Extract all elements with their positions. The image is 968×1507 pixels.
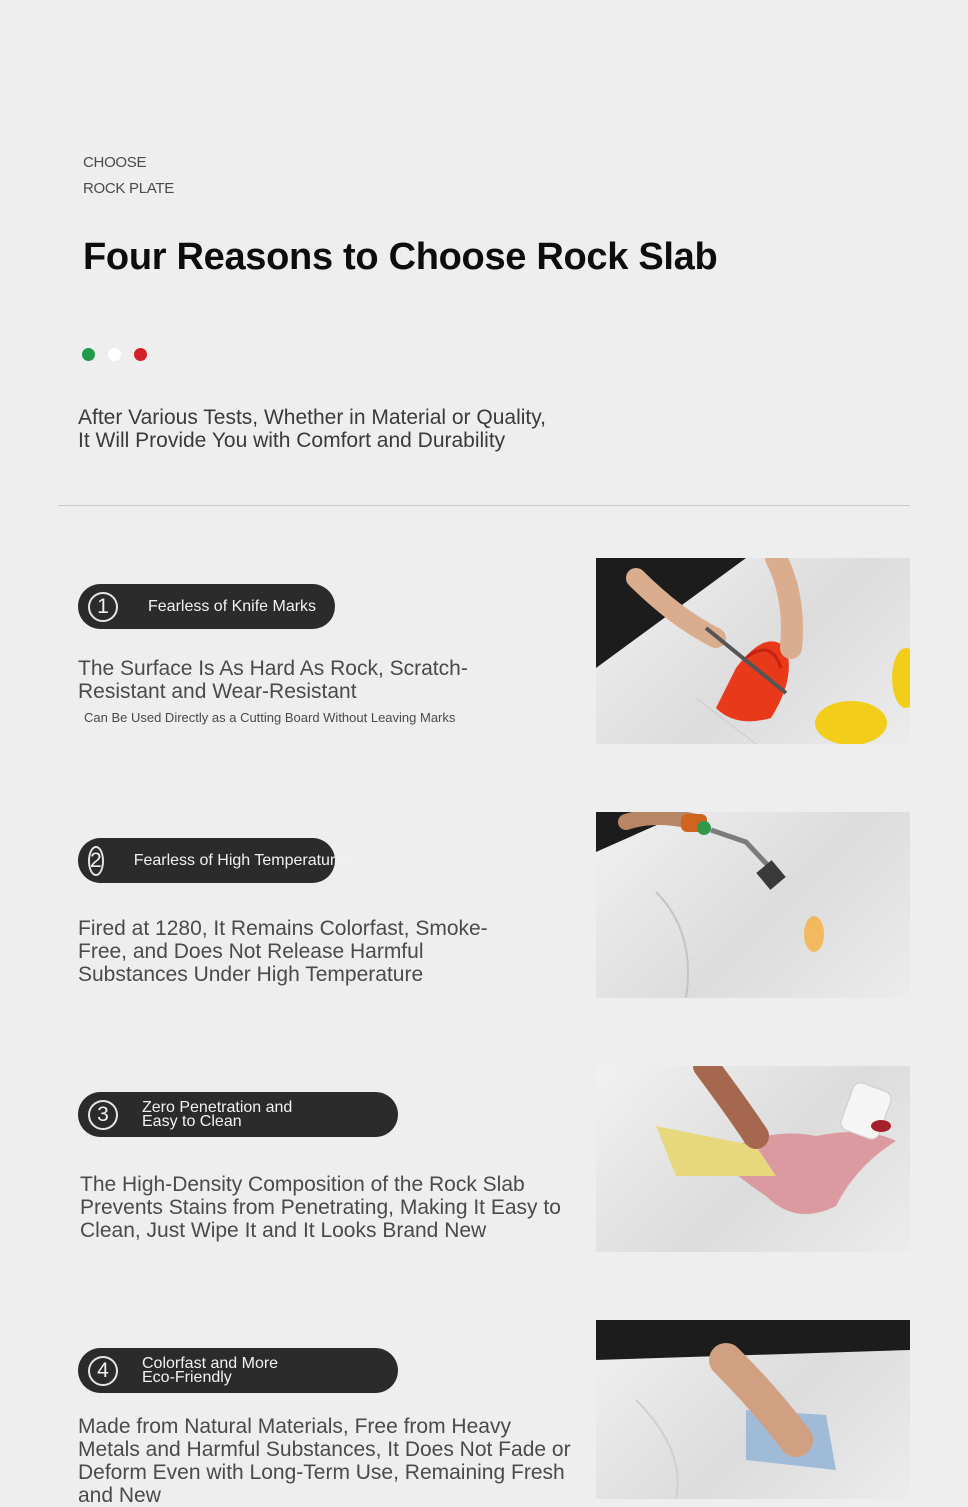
- reason-1-description: The Surface Is As Hard As Rock, Scratch-Resistant and Wear-Resistant: [78, 657, 468, 703]
- reason-1-badge: [78, 584, 335, 629]
- wiping-wine-spill-photo: [596, 1066, 910, 1252]
- reason-4-badge: [78, 1348, 398, 1393]
- reason-4-description: Made from Natural Materials, Free from Heavy Metals and Harmful Substances, It Does Not Fade or Deform Even with Long-Term Use, Remaining Fresh and New: [78, 1415, 571, 1507]
- reason-1-sub: Can Be Used Directly as a Cutting Board Without Leaving Marks: [84, 710, 456, 725]
- reason-3-badge: [78, 1092, 398, 1137]
- reason-3-label: [142, 1098, 293, 1130]
- color-dots: [82, 348, 147, 361]
- divider: [58, 505, 910, 506]
- eyebrow-line-1: CHOOSE: [83, 154, 147, 171]
- eyebrow-line-2: ROCK PLATE: [83, 180, 174, 197]
- reason-3-label-line-2: Easy to Clean: [142, 1112, 242, 1130]
- green-dot-icon: [82, 348, 95, 361]
- red-dot-icon: [134, 348, 147, 361]
- blowtorch-flame-photo: [596, 812, 910, 998]
- cloth-wiping-slab-photo: [596, 1320, 910, 1499]
- white-dot-icon: [108, 348, 121, 361]
- reason-2-label: Fearless of High Temperatures: [133, 851, 353, 869]
- number-2-icon: 2: [88, 846, 104, 876]
- number-3-icon: 3: [88, 1100, 118, 1130]
- reason-4-label-line-2: Eco-Friendly: [142, 1368, 232, 1386]
- reason-3-label-line-1: Zero Penetration and: [142, 1098, 293, 1116]
- reason-4-label: [142, 1354, 279, 1386]
- reason-3-description: The High-Density Composition of the Rock Slab Prevents Stains from Penetrating, Making It Easy to Clean, Just Wipe It and It Looks Brand New: [80, 1173, 561, 1242]
- number-4-icon: 4: [88, 1356, 118, 1386]
- page-title: Four Reasons to Choose Rock Slab: [83, 236, 718, 278]
- knife-cutting-pepper-photo: [596, 558, 910, 744]
- reason-2-description: Fired at 1280, It Remains Colorfast, Smoke-Free, and Does Not Release Harmful Substances Under High Temperature: [78, 917, 488, 986]
- intro-text: After Various Tests, Whether in Material or Quality, It Will Provide You with Comfort and Durability: [78, 406, 547, 452]
- reason-4-label-line-1: Colorfast and More: [142, 1354, 279, 1372]
- reason-2-badge: [78, 838, 353, 883]
- reason-1-label: Fearless of Knife Marks: [148, 597, 317, 615]
- eyebrow: [83, 150, 174, 202]
- number-1-icon: 1: [88, 592, 118, 622]
